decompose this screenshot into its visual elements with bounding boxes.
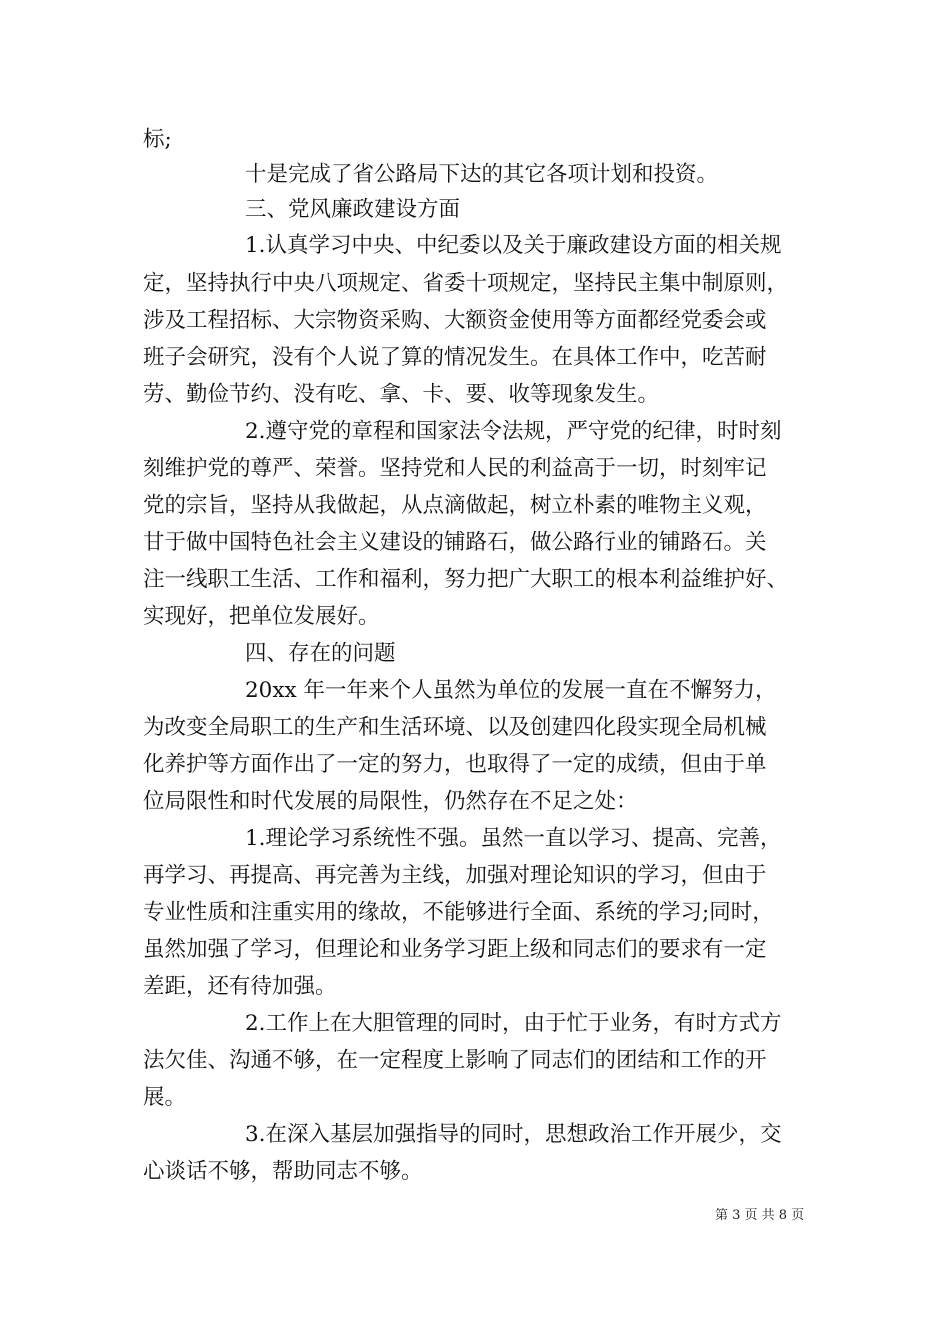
- text-line: 化养护等方面作出了一定的努力，也取得了一定的成绩，但由于单: [143, 752, 767, 777]
- text-line: 注一线职工生活、工作和福利，努力把广大职工的根本利益维护好、: [143, 567, 789, 592]
- text-line: 展。: [143, 1085, 187, 1110]
- text-line: 位局限性和时代发展的局限性，仍然存在不足之处：: [143, 789, 638, 814]
- text-line: 班子会研究，没有个人说了算的情况发生。在具体工作中，吃苦耐: [143, 345, 767, 370]
- page-number-footer: 第 3 页 共 8 页: [715, 1208, 805, 1223]
- text-line: 3.在深入基层加强指导的同时，思想政治工作开展少，交: [245, 1122, 782, 1147]
- text-line: 涉及工程招标、大宗物资采购、大额资金使用等方面都经党委会或: [143, 308, 767, 333]
- text-line: 甘于做中国特色社会主义建设的铺路石，做公路行业的铺路石。关: [143, 530, 767, 555]
- text-line: 为改变全局职工的生产和生活环境、以及创建四化段实现全局机械: [143, 715, 767, 740]
- text-line: 心谈话不够，帮助同志不够。: [143, 1159, 423, 1184]
- text-line: 定，坚持执行中央八项规定、省委十项规定，坚持民主集中制原则，: [143, 271, 789, 296]
- text-line: 20xx 年一年来个人虽然为单位的发展一直在不懈努力，: [245, 678, 777, 703]
- text-line: 差距，还有待加强。: [143, 974, 337, 999]
- text-line: 2.工作上在大胆管理的同时，由于忙于业务，有时方式方: [245, 1011, 782, 1036]
- text-line: 刻维护党的尊严、荣誉。坚持党和人民的利益高于一切，时刻牢记: [143, 456, 767, 481]
- text-line: 党的宗旨，坚持从我做起，从点滴做起，树立朴素的唯物主义观，: [143, 493, 767, 518]
- text-line: 专业性质和注重实用的缘故，不能够进行全面、系统的学习;同时，: [143, 900, 774, 925]
- section-heading: 三、党风廉政建设方面: [245, 197, 461, 222]
- text-line: 2.遵守党的章程和国家法令法规，严守党的纪律，时时刻: [245, 419, 782, 444]
- text-line: 标;: [143, 127, 172, 152]
- text-line: 劳、勤俭节约、没有吃、拿、卡、要、收等现象发生。: [143, 382, 660, 407]
- text-line: 十是完成了省公路局下达的其它各项计划和投资。: [245, 162, 719, 187]
- text-line: 虽然加强了学习，但理论和业务学习距上级和同志们的要求有一定: [143, 937, 767, 962]
- text-line: 1.认真学习中央、中纪委以及关于廉政建设方面的相关规: [245, 233, 782, 258]
- text-line: 1.理论学习系统性不强。虽然一直以学习、提高、完善，: [245, 826, 782, 851]
- text-line: 法欠佳、沟通不够，在一定程度上影响了同志们的团结和工作的开: [143, 1048, 767, 1073]
- text-line: 实现好，把单位发展好。: [143, 604, 380, 629]
- section-heading: 四、存在的问题: [245, 641, 396, 666]
- text-line: 再学习、再提高、再完善为主线，加强对理论知识的学习，但由于: [143, 863, 767, 888]
